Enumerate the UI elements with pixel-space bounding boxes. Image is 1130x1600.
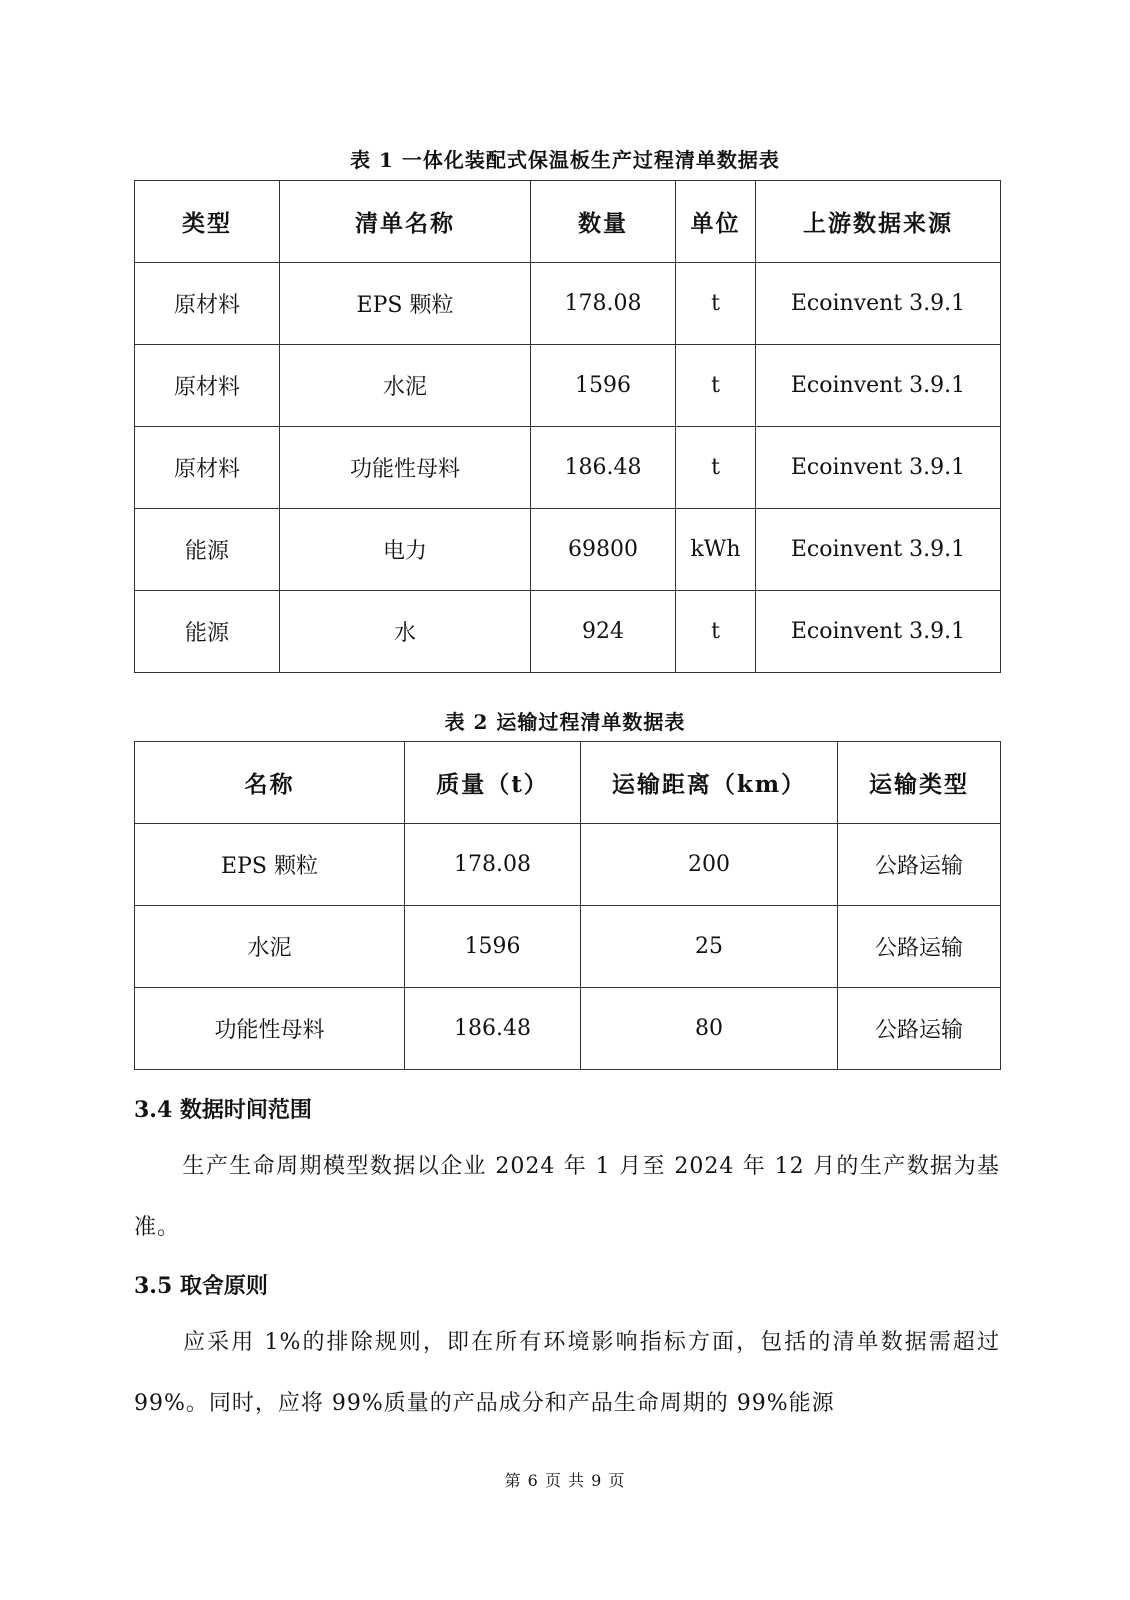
table2-caption: 表 2 运输过程清单数据表 [444, 710, 686, 734]
cell-unit: t [676, 591, 756, 673]
cell-name: EPS 颗粒 [135, 824, 405, 906]
page-footer: 第 6 页 共 9 页 [504, 1471, 626, 1490]
cell-mass: 186.48 [405, 988, 581, 1070]
section-3-4-heading: 3.4 数据时间范围 [134, 1097, 312, 1123]
cell-quantity: 178.08 [531, 263, 676, 345]
table-row [135, 591, 1001, 673]
cell-transport-type: 公路运输 [838, 824, 1001, 906]
table-row [135, 988, 1001, 1070]
section-3-5-paragraph [134, 1312, 1000, 1434]
cell-unit: t [676, 263, 756, 345]
cell-type: 原材料 [135, 345, 280, 427]
cell-distance: 25 [581, 906, 838, 988]
cell-unit: t [676, 427, 756, 509]
cell-quantity: 186.48 [531, 427, 676, 509]
cell-name: 水 [280, 591, 531, 673]
table-row [135, 263, 1001, 345]
cell-name: 功能性母料 [135, 988, 405, 1070]
section-3-5-heading: 3.5 取舍原则 [134, 1273, 268, 1299]
col-header: 数量 [531, 181, 676, 263]
col-header: 类型 [135, 181, 280, 263]
section-3-4-paragraph [134, 1136, 1000, 1258]
col-header: 单位 [676, 181, 756, 263]
table-row [135, 824, 1001, 906]
col-header: 清单名称 [280, 181, 531, 263]
cell-name: EPS 颗粒 [280, 263, 531, 345]
table-row [135, 509, 1001, 591]
cell-source: Ecoinvent 3.9.1 [756, 427, 1001, 509]
cell-type: 原材料 [135, 427, 280, 509]
cell-source: Ecoinvent 3.9.1 [756, 509, 1001, 591]
table-header-row [135, 181, 1001, 263]
cell-mass: 1596 [405, 906, 581, 988]
col-header: 上游数据来源 [756, 181, 1001, 263]
cell-distance: 80 [581, 988, 838, 1070]
cell-distance: 200 [581, 824, 838, 906]
table-row [135, 906, 1001, 988]
cell-quantity: 924 [531, 591, 676, 673]
col-header: 运输距离（km） [581, 742, 838, 824]
cell-unit: kWh [676, 509, 756, 591]
transport-table [134, 741, 1001, 1070]
cell-type: 能源 [135, 591, 280, 673]
table-row [135, 345, 1001, 427]
section-3-5-text: 应采用 1%的排除规则，即在所有环境影响指标方面，包括的清单数据需超过 99%。同时，应将 99%质量的产品成分和产品生命周期的 99%能源 [134, 1330, 1000, 1416]
cell-quantity: 69800 [531, 509, 676, 591]
col-header: 名称 [135, 742, 405, 824]
cell-transport-type: 公路运输 [838, 988, 1001, 1070]
col-header: 运输类型 [838, 742, 1001, 824]
cell-type: 原材料 [135, 263, 280, 345]
table1-caption: 表 1 一体化装配式保温板生产过程清单数据表 [350, 148, 780, 172]
cell-source: Ecoinvent 3.9.1 [756, 263, 1001, 345]
cell-transport-type: 公路运输 [838, 906, 1001, 988]
cell-source: Ecoinvent 3.9.1 [756, 345, 1001, 427]
cell-unit: t [676, 345, 756, 427]
table-header-row [135, 742, 1001, 824]
cell-type: 能源 [135, 509, 280, 591]
inventory-table [134, 180, 1001, 673]
cell-name: 水泥 [135, 906, 405, 988]
cell-name: 功能性母料 [280, 427, 531, 509]
cell-source: Ecoinvent 3.9.1 [756, 591, 1001, 673]
section-3-4-text: 生产生命周期模型数据以企业 2024 年 1 月至 2024 年 12 月的生产数据为基准。 [134, 1154, 1000, 1240]
cell-name: 电力 [280, 509, 531, 591]
cell-mass: 178.08 [405, 824, 581, 906]
cell-quantity: 1596 [531, 345, 676, 427]
col-header: 质量（t） [405, 742, 581, 824]
table-row [135, 427, 1001, 509]
cell-name: 水泥 [280, 345, 531, 427]
